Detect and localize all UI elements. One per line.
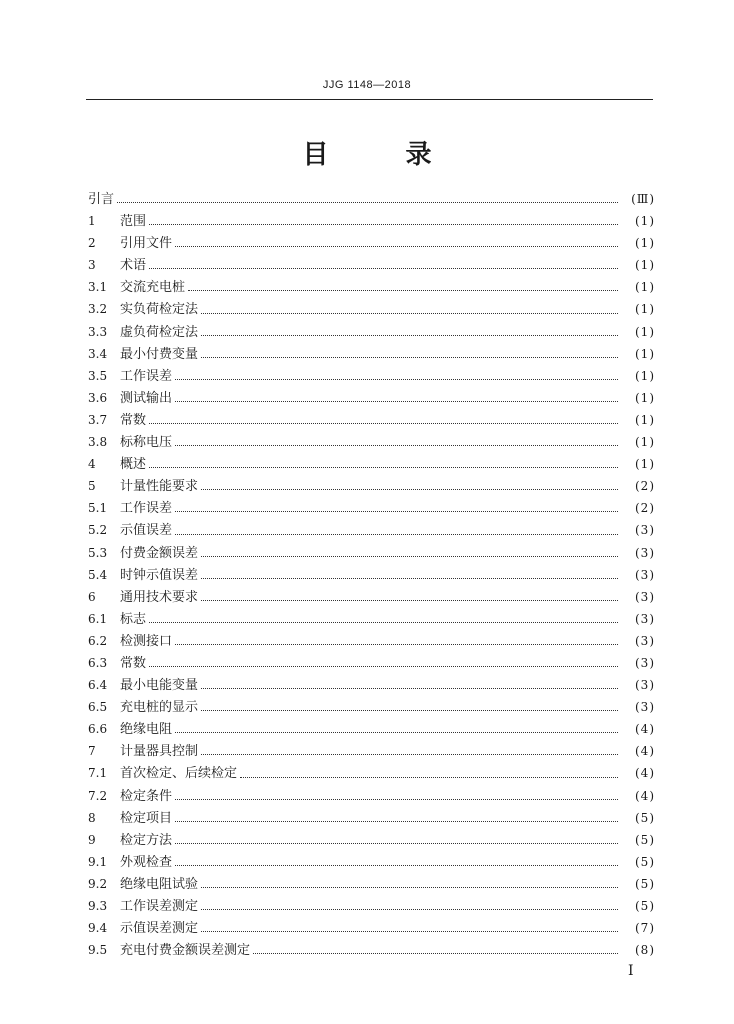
- toc-entry[interactable]: [88, 188, 655, 210]
- toc-entry-number: 4: [88, 457, 96, 472]
- toc-entry-number: 7.2: [88, 788, 108, 803]
- toc-entry-number: 6: [88, 589, 96, 604]
- toc-entry-number: 2: [88, 236, 96, 251]
- toc-entry[interactable]: [88, 608, 655, 630]
- toc-entry-page: (1): [635, 324, 655, 339]
- toc-entry-title: 标志: [120, 611, 147, 627]
- dot-leader: [175, 378, 618, 380]
- toc-entry-page: (1): [635, 368, 655, 383]
- toc-entry-page: (3): [635, 567, 655, 582]
- toc-entry-number: 3.3: [88, 324, 108, 339]
- dot-leader: [175, 842, 618, 844]
- toc-entry[interactable]: [88, 542, 655, 564]
- dot-leader: [117, 201, 618, 203]
- dot-leader: [201, 312, 618, 314]
- toc-entry-title: 绝缘电阻: [120, 722, 173, 738]
- toc-entry[interactable]: [88, 497, 655, 519]
- dot-leader: [201, 687, 618, 689]
- toc-entry[interactable]: [88, 939, 655, 961]
- toc-entry-title: 示值误差: [120, 523, 173, 539]
- toc-entry-number: 3.8: [88, 435, 108, 450]
- dot-leader: [201, 488, 618, 490]
- toc-entry-number: 9.5: [88, 943, 108, 958]
- toc-entry[interactable]: [88, 586, 655, 608]
- toc-entry[interactable]: [88, 475, 655, 497]
- toc-entry[interactable]: [88, 276, 655, 298]
- toc-entry-title: 工作误差: [120, 501, 173, 517]
- toc-entry[interactable]: [88, 674, 655, 696]
- dot-leader: [149, 267, 618, 269]
- toc-entry-number: 9.2: [88, 876, 108, 891]
- toc-entry-page: (1): [635, 390, 655, 405]
- toc-entry[interactable]: [88, 696, 655, 718]
- toc-entry-page: (Ⅲ): [631, 192, 655, 206]
- toc-entry-number: 8: [88, 810, 96, 825]
- toc-entry-number: 3.6: [88, 390, 108, 405]
- dot-leader: [201, 577, 618, 579]
- toc-entry-title: 通用技术要求: [120, 589, 199, 605]
- toc-entry[interactable]: [88, 785, 655, 807]
- toc-entry-title: 概述: [120, 457, 147, 473]
- toc-entry-page: (4): [635, 788, 655, 803]
- toc-entry-page: (5): [635, 810, 655, 825]
- toc-entry-page: (3): [635, 589, 655, 604]
- dot-leader: [201, 555, 618, 557]
- toc-entry[interactable]: [88, 652, 655, 674]
- toc-entry-page: (5): [635, 854, 655, 869]
- toc-entry-title: 引言: [88, 192, 115, 207]
- toc-entry[interactable]: [88, 895, 655, 917]
- toc-entry-number: 5.4: [88, 567, 108, 582]
- toc-entry-title: 绝缘电阻试验: [120, 876, 199, 892]
- toc-entry-number: 3.2: [88, 302, 108, 317]
- dot-leader: [253, 952, 618, 954]
- toc-entry-page: (3): [635, 655, 655, 670]
- toc-entry-number: 6.5: [88, 700, 108, 715]
- toc-entry-number: 3.1: [88, 280, 108, 295]
- toc-entry-page: (1): [635, 346, 655, 361]
- toc-entry-number: 5.2: [88, 523, 108, 538]
- toc-entry-title: 示值误差测定: [120, 921, 199, 937]
- dot-leader: [201, 886, 618, 888]
- dot-leader: [175, 510, 618, 512]
- toc-entry-title: 交流充电桩: [120, 280, 186, 296]
- dot-leader: [149, 621, 618, 623]
- toc-entry-page: (8): [635, 943, 655, 958]
- toc-entry[interactable]: [88, 807, 655, 829]
- toc-entry-page: (1): [635, 435, 655, 450]
- toc-entry-title: 范围: [120, 214, 147, 230]
- toc-title: 目 录: [302, 140, 466, 170]
- toc-entry-title: 付费金额误差: [120, 545, 199, 561]
- toc-entry-number: 3: [88, 258, 96, 273]
- toc-entry[interactable]: [88, 851, 655, 873]
- toc-entry-number: 9.3: [88, 899, 108, 913]
- toc-entry-title: 时钟示值误差: [120, 567, 199, 583]
- toc-entry-page: (1): [635, 412, 655, 427]
- toc-entry[interactable]: [88, 718, 655, 740]
- dot-leader: [201, 334, 618, 336]
- toc-entry-page: (1): [635, 280, 655, 295]
- toc-entry-page: (7): [635, 921, 655, 936]
- toc-entry-number: 7.1: [88, 766, 108, 781]
- dot-leader: [175, 245, 618, 247]
- toc-entry[interactable]: [88, 519, 655, 541]
- toc-entry-title: 虚负荷检定法: [120, 324, 199, 340]
- dot-leader: [175, 444, 618, 446]
- header-rule: [86, 99, 653, 100]
- dot-leader: [175, 643, 618, 645]
- dot-leader: [149, 665, 618, 667]
- toc-entry-title: 常数: [120, 655, 147, 671]
- toc-entry-number: 6.4: [88, 678, 108, 693]
- dot-leader: [175, 820, 618, 822]
- toc-entry-title: 检定条件: [120, 788, 173, 804]
- dot-leader: [175, 798, 618, 800]
- dot-leader: [175, 731, 618, 733]
- toc-entry[interactable]: [88, 762, 655, 784]
- toc-entry[interactable]: [88, 232, 655, 254]
- toc-entry-number: 5.1: [88, 501, 108, 516]
- toc-entry-page: (1): [635, 214, 655, 229]
- toc-entry-title: 最小付费变量: [120, 346, 199, 362]
- toc-entry-number: 6.2: [88, 633, 108, 648]
- toc-entry-page: (1): [635, 302, 655, 317]
- toc-entry[interactable]: [88, 298, 655, 320]
- toc-entry-title: 常数: [120, 412, 147, 428]
- toc-entry-title: 工作误差测定: [120, 899, 199, 914]
- toc-entry-number: 6.3: [88, 655, 108, 670]
- toc-entry-number: 6.1: [88, 611, 108, 626]
- dot-leader: [149, 466, 618, 468]
- toc-entry[interactable]: [88, 564, 655, 586]
- toc-entry[interactable]: [88, 630, 655, 652]
- toc-entry-page: (3): [635, 633, 655, 648]
- toc-entry-page: (1): [635, 457, 655, 472]
- table-of-contents: [88, 188, 655, 961]
- toc-entry[interactable]: [88, 740, 655, 762]
- toc-entry-title: 标称电压: [120, 435, 173, 451]
- toc-entry[interactable]: [88, 210, 655, 232]
- toc-entry-number: 3.5: [88, 368, 108, 383]
- toc-entry-title: 测试输出: [120, 390, 173, 406]
- toc-entry-title: 引用文件: [120, 236, 173, 252]
- toc-entry-page: (3): [635, 700, 655, 715]
- toc-entry[interactable]: [88, 409, 655, 431]
- toc-entry[interactable]: [88, 829, 655, 851]
- toc-entry-title: 充电付费金额误差测定: [120, 943, 251, 959]
- toc-entry-title: 充电桩的显示: [120, 700, 199, 716]
- page-folio: Ⅰ: [628, 963, 634, 979]
- toc-entry-page: (1): [635, 236, 655, 251]
- dot-leader: [201, 908, 618, 910]
- toc-entry-page: (4): [635, 744, 655, 759]
- toc-entry-page: (2): [635, 479, 655, 494]
- toc-entry-title: 计量性能要求: [120, 479, 199, 495]
- toc-entry-page: (4): [635, 766, 655, 781]
- toc-entry[interactable]: [88, 453, 655, 475]
- dot-leader: [188, 289, 618, 291]
- toc-entry-page: (5): [635, 832, 655, 847]
- toc-entry[interactable]: [88, 365, 655, 387]
- dot-leader: [149, 223, 618, 225]
- toc-entry-number: 9.1: [88, 854, 108, 869]
- toc-entry-page: (1): [635, 258, 655, 273]
- toc-entry[interactable]: [88, 254, 655, 276]
- dot-leader: [201, 709, 618, 711]
- toc-entry[interactable]: [88, 387, 655, 409]
- toc-entry[interactable]: [88, 343, 655, 365]
- toc-entry-page: (3): [635, 678, 655, 693]
- toc-entry-title: 计量器具控制: [120, 744, 199, 760]
- toc-entry-title: 检定项目: [120, 810, 173, 826]
- dot-leader: [201, 599, 618, 601]
- toc-entry-number: 9.4: [88, 921, 108, 936]
- dot-leader: [175, 533, 618, 535]
- toc-entry-number: 6.6: [88, 722, 108, 737]
- toc-entry-page: (2): [635, 501, 655, 516]
- dot-leader: [201, 753, 618, 755]
- toc-entry-title: 检测接口: [120, 633, 173, 649]
- toc-entry-number: 5.3: [88, 545, 108, 560]
- toc-entry-title: 首次检定、后续检定: [120, 766, 238, 782]
- toc-entry-title: 实负荷检定法: [120, 302, 199, 318]
- toc-entry-title: 术语: [120, 258, 147, 274]
- dot-leader: [201, 930, 618, 932]
- toc-entry-number: 1: [88, 214, 96, 229]
- dot-leader: [175, 864, 618, 866]
- toc-entry-title: 检定方法: [120, 832, 173, 848]
- toc-entry-page: (5): [635, 899, 655, 913]
- dot-leader: [175, 400, 618, 402]
- toc-entry-title: 外观检查: [120, 854, 173, 870]
- toc-entry[interactable]: [88, 321, 655, 343]
- toc-entry-page: (5): [635, 876, 655, 891]
- toc-entry[interactable]: [88, 431, 655, 453]
- dot-leader: [240, 776, 618, 778]
- toc-entry-number: 3.7: [88, 412, 108, 427]
- toc-entry[interactable]: [88, 873, 655, 895]
- toc-entry[interactable]: [88, 917, 655, 939]
- toc-entry-page: (3): [635, 545, 655, 560]
- toc-entry-number: 3.4: [88, 346, 108, 361]
- dot-leader: [149, 422, 618, 424]
- toc-entry-page: (4): [635, 722, 655, 737]
- toc-entry-title: 最小电能变量: [120, 678, 199, 694]
- toc-entry-number: 7: [88, 744, 96, 759]
- dot-leader: [201, 356, 618, 358]
- toc-entry-number: 9: [88, 832, 96, 847]
- toc-entry-page: (3): [635, 523, 655, 538]
- toc-entry-number: 5: [88, 479, 96, 494]
- toc-entry-page: (3): [635, 611, 655, 626]
- toc-entry-title: 工作误差: [120, 368, 173, 384]
- standard-code-header: JJG 1148—2018: [322, 79, 412, 91]
